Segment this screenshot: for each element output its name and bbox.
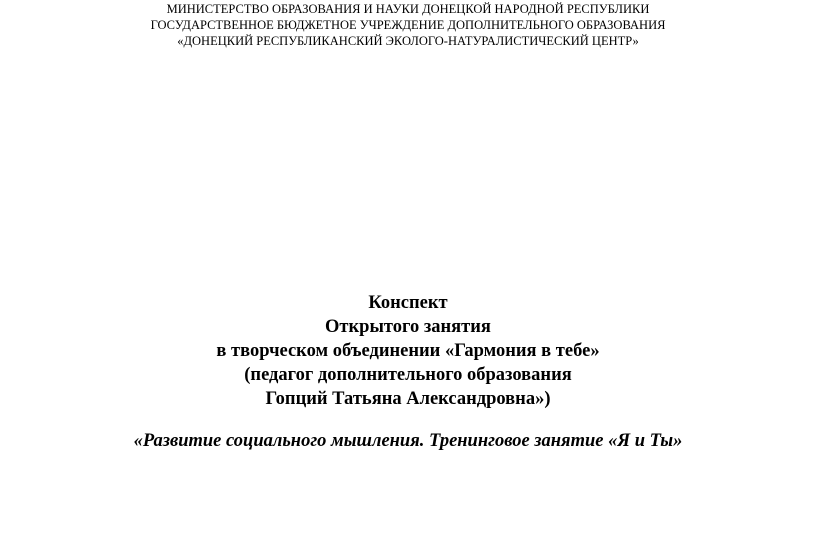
title-line-teacher-role: (педагог дополнительного образования xyxy=(244,365,572,385)
document-title-block xyxy=(0,291,816,411)
institution-type: ГОСУДАРСТВЕННОЕ БЮДЖЕТНОЕ УЧРЕЖДЕНИЕ ДОПОЛНИТЕЛЬНОГО ОБРАЗОВАНИЯ xyxy=(150,18,666,32)
institution-name: «ДОНЕЦКИЙ РЕСПУБЛИКАНСКИЙ ЭКОЛОГО-НАТУРАЛИСТИЧЕСКИЙ ЦЕНТР» xyxy=(177,34,639,48)
title-line-open-lesson: Открытого занятия xyxy=(325,317,491,337)
ministry-name: МИНИСТЕРСТВО ОБРАЗОВАНИЯ И НАУКИ ДОНЕЦКОЙ НАРОДНОЙ РЕСПУБЛИКИ xyxy=(166,2,650,16)
title-line-teacher-name: Гопций Татьяна Александровна») xyxy=(265,389,551,409)
lesson-topic: «Развитие социального мышления. Тренинговое занятие «Я и Ты» xyxy=(133,431,683,451)
title-line-konspekt: Конспект xyxy=(368,293,448,313)
organization-header xyxy=(0,1,816,49)
title-line-association: в творческом объединении «Гармония в тебе» xyxy=(216,341,600,361)
